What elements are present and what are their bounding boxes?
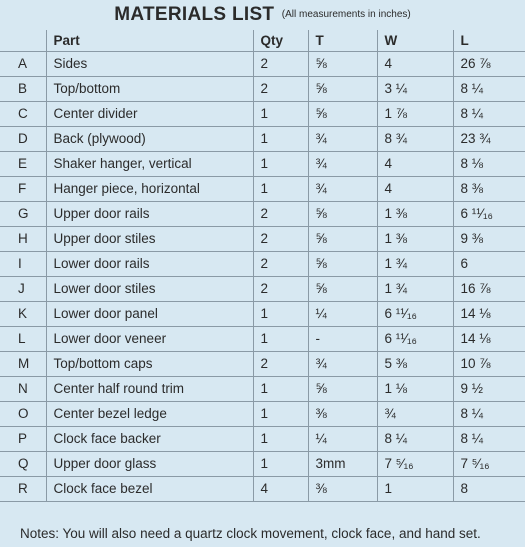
thickness-cell: ¾	[308, 177, 377, 202]
table-row	[0, 52, 525, 77]
qty-cell: 1	[253, 402, 308, 427]
part-cell: Back (plywood)	[46, 127, 253, 152]
part-cell: Clock face backer	[46, 427, 253, 452]
row-id-cell: Q	[0, 452, 46, 477]
length-cell: 8 ⅜	[453, 177, 525, 202]
length-cell: 9 ½	[453, 377, 525, 402]
header-width: W	[377, 30, 453, 52]
table-row	[0, 177, 525, 202]
qty-cell: 2	[253, 52, 308, 77]
part-cell: Center divider	[46, 102, 253, 127]
table-header-row	[0, 30, 525, 52]
qty-cell: 4	[253, 477, 308, 502]
row-id-cell: C	[0, 102, 46, 127]
thickness-cell: -	[308, 327, 377, 352]
table-row	[0, 202, 525, 227]
part-cell: Clock face bezel	[46, 477, 253, 502]
thickness-cell: ¾	[308, 352, 377, 377]
width-cell: 7 ⁵⁄₁₆	[377, 452, 453, 477]
qty-cell: 2	[253, 202, 308, 227]
table-row	[0, 102, 525, 127]
length-cell: 14 ⅛	[453, 327, 525, 352]
length-cell: 8 ¼	[453, 402, 525, 427]
header-qty: Qty	[253, 30, 308, 52]
thickness-cell: ¼	[308, 302, 377, 327]
header-part: Part	[46, 30, 253, 52]
width-cell: 8 ¼	[377, 427, 453, 452]
row-id-cell: N	[0, 377, 46, 402]
length-cell: 10 ⅞	[453, 352, 525, 377]
length-cell: 7 ⁵⁄₁₆	[453, 452, 525, 477]
thickness-cell: ¼	[308, 427, 377, 452]
thickness-cell: ⅝	[308, 52, 377, 77]
row-id-cell: K	[0, 302, 46, 327]
part-cell: Shaker hanger, vertical	[46, 152, 253, 177]
part-cell: Upper door rails	[46, 202, 253, 227]
row-id-cell: F	[0, 177, 46, 202]
header-length: L	[453, 30, 525, 52]
qty-cell: 1	[253, 302, 308, 327]
length-cell: 8 ¼	[453, 102, 525, 127]
part-cell: Lower door rails	[46, 252, 253, 277]
width-cell: 1 ⅛	[377, 377, 453, 402]
row-id-cell: B	[0, 77, 46, 102]
qty-cell: 1	[253, 152, 308, 177]
table-row	[0, 127, 525, 152]
length-cell: 26 ⅞	[453, 52, 525, 77]
thickness-cell: ⅝	[308, 227, 377, 252]
materials-table	[0, 30, 525, 502]
width-cell: 6 ¹¹⁄₁₆	[377, 327, 453, 352]
row-id-cell: M	[0, 352, 46, 377]
width-cell: 8 ¾	[377, 127, 453, 152]
width-cell: 1 ¾	[377, 277, 453, 302]
part-cell: Top/bottom	[46, 77, 253, 102]
row-id-cell: A	[0, 52, 46, 77]
width-cell: ¾	[377, 402, 453, 427]
row-id-cell: D	[0, 127, 46, 152]
thickness-cell: ⅝	[308, 102, 377, 127]
qty-cell: 1	[253, 177, 308, 202]
thickness-cell: ⅝	[308, 202, 377, 227]
qty-cell: 1	[253, 327, 308, 352]
qty-cell: 1	[253, 102, 308, 127]
header-thickness: T	[308, 30, 377, 52]
part-cell: Upper door glass	[46, 452, 253, 477]
length-cell: 16 ⅞	[453, 277, 525, 302]
thickness-cell: ¾	[308, 152, 377, 177]
width-cell: 1 ¾	[377, 252, 453, 277]
part-cell: Center half round trim	[46, 377, 253, 402]
row-id-cell: I	[0, 252, 46, 277]
thickness-cell: 3mm	[308, 452, 377, 477]
width-cell: 4	[377, 152, 453, 177]
width-cell: 1 ⅞	[377, 102, 453, 127]
length-cell: 23 ¾	[453, 127, 525, 152]
row-id-cell: P	[0, 427, 46, 452]
table-row	[0, 77, 525, 102]
qty-cell: 2	[253, 77, 308, 102]
length-cell: 8 ⅛	[453, 152, 525, 177]
table-row	[0, 352, 525, 377]
part-cell: Center bezel ledge	[46, 402, 253, 427]
row-id-cell: G	[0, 202, 46, 227]
table-row	[0, 252, 525, 277]
part-cell: Sides	[46, 52, 253, 77]
table-row	[0, 327, 525, 352]
row-id-cell: H	[0, 227, 46, 252]
thickness-cell: ⅜	[308, 477, 377, 502]
notes-text: Notes: You will also need a quartz clock movement, clock face, and hand set.	[20, 526, 481, 541]
materials-list-title	[0, 0, 525, 29]
width-cell: 1 ⅜	[377, 227, 453, 252]
width-cell: 1 ⅜	[377, 202, 453, 227]
width-cell: 3 ¼	[377, 77, 453, 102]
title-main: MATERIALS LIST	[114, 4, 275, 25]
qty-cell: 1	[253, 127, 308, 152]
width-cell: 6 ¹¹⁄₁₆	[377, 302, 453, 327]
thickness-cell: ⅝	[308, 252, 377, 277]
table-row	[0, 302, 525, 327]
part-cell: Lower door panel	[46, 302, 253, 327]
length-cell: 8 ¼	[453, 427, 525, 452]
part-cell: Hanger piece, horizontal	[46, 177, 253, 202]
width-cell: 4	[377, 52, 453, 77]
thickness-cell: ⅝	[308, 377, 377, 402]
length-cell: 8	[453, 477, 525, 502]
row-id-cell: R	[0, 477, 46, 502]
qty-cell: 1	[253, 452, 308, 477]
header-id	[0, 30, 46, 52]
table-row	[0, 452, 525, 477]
qty-cell: 2	[253, 252, 308, 277]
qty-cell: 1	[253, 427, 308, 452]
part-cell: Top/bottom caps	[46, 352, 253, 377]
length-cell: 6	[453, 252, 525, 277]
title-subtitle: (All measurements in inches)	[281, 9, 411, 20]
part-cell: Lower door veneer	[46, 327, 253, 352]
row-id-cell: O	[0, 402, 46, 427]
table-row	[0, 377, 525, 402]
thickness-cell: ¾	[308, 127, 377, 152]
length-cell: 6 ¹¹⁄₁₆	[453, 202, 525, 227]
qty-cell: 2	[253, 227, 308, 252]
table-row	[0, 152, 525, 177]
qty-cell: 2	[253, 352, 308, 377]
thickness-cell: ⅜	[308, 402, 377, 427]
table-row	[0, 277, 525, 302]
length-cell: 14 ⅛	[453, 302, 525, 327]
width-cell: 5 ⅜	[377, 352, 453, 377]
qty-cell: 2	[253, 277, 308, 302]
table-body	[0, 52, 525, 502]
table-row	[0, 402, 525, 427]
length-cell: 9 ⅜	[453, 227, 525, 252]
table-row	[0, 227, 525, 252]
row-id-cell: E	[0, 152, 46, 177]
qty-cell: 1	[253, 377, 308, 402]
length-cell: 8 ¼	[453, 77, 525, 102]
row-id-cell: J	[0, 277, 46, 302]
part-cell: Upper door stiles	[46, 227, 253, 252]
width-cell: 4	[377, 177, 453, 202]
table-row	[0, 477, 525, 502]
table-row	[0, 427, 525, 452]
thickness-cell: ⅝	[308, 77, 377, 102]
row-id-cell: L	[0, 327, 46, 352]
part-cell: Lower door stiles	[46, 277, 253, 302]
thickness-cell: ⅝	[308, 277, 377, 302]
width-cell: 1	[377, 477, 453, 502]
